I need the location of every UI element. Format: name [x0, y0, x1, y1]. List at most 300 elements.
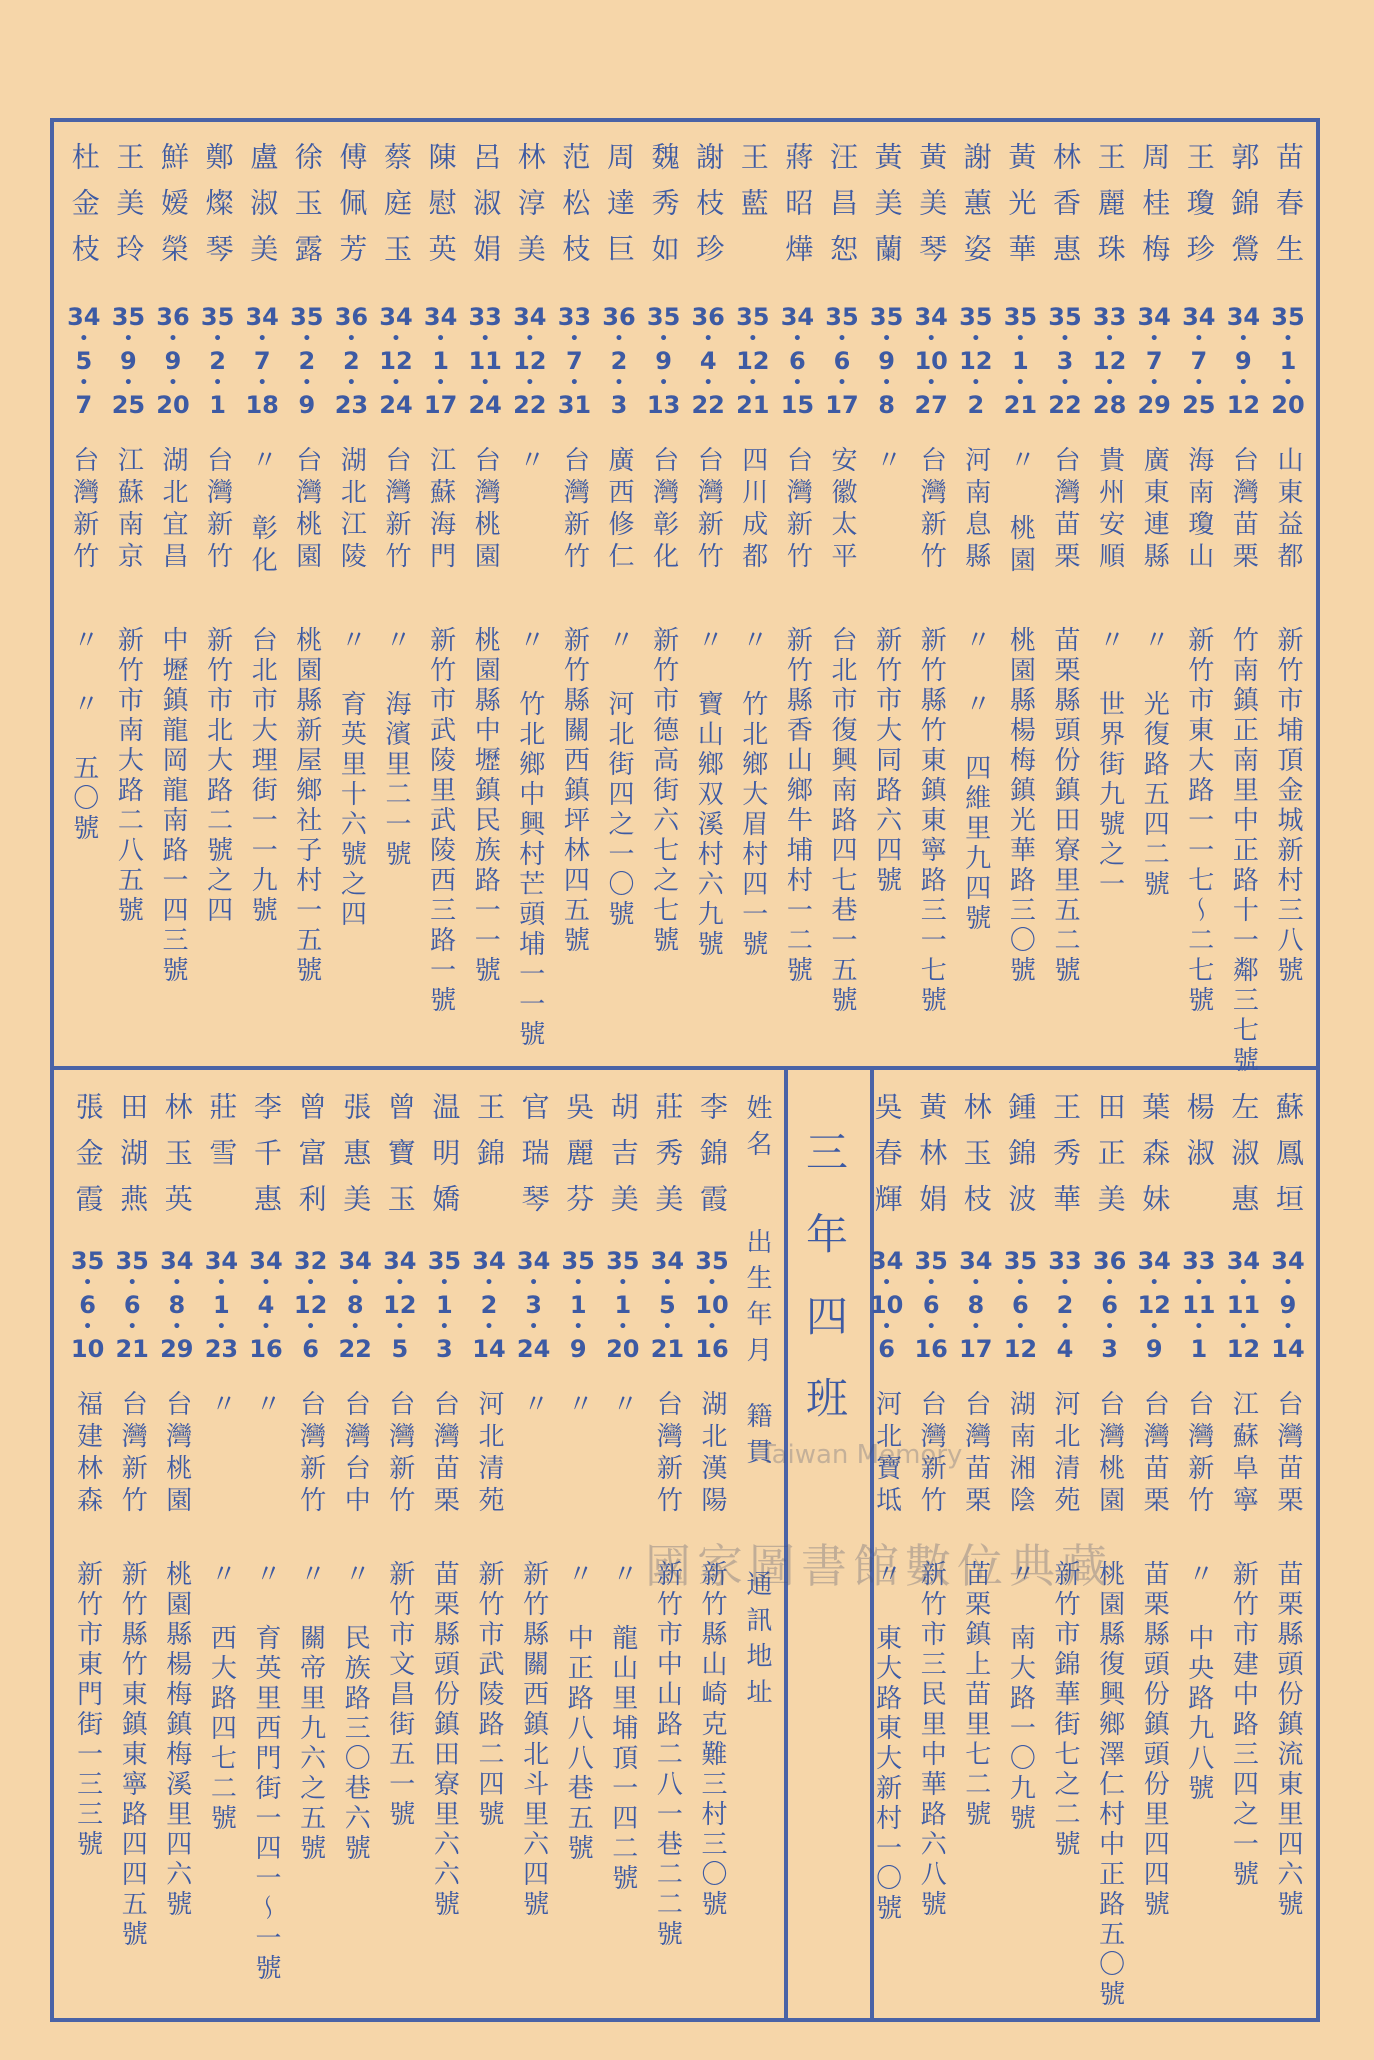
- birth-date-part: 14: [472, 1335, 506, 1363]
- date-separator: •: [618, 1275, 628, 1291]
- birth-date-part: 23: [334, 391, 369, 419]
- student-name: 謝蕙姿: [959, 142, 993, 280]
- date-separator: •: [971, 331, 981, 347]
- date-separator: •: [707, 1319, 717, 1335]
- date-separator: •: [792, 375, 802, 391]
- student-name: 黃林娟: [915, 1092, 949, 1230]
- birth-date-part: 2: [209, 347, 226, 375]
- birth-date: [68, 1244, 108, 1366]
- birth-date-part: 12: [1226, 391, 1261, 419]
- birth-date-part: 12: [383, 1291, 417, 1319]
- birth-date-part: 18: [245, 391, 279, 419]
- birth-date-part: 23: [204, 1335, 239, 1363]
- birth-date-part: 34: [1137, 303, 1171, 331]
- birth-date: [867, 1244, 907, 1366]
- birth-date-part: 20: [1271, 391, 1305, 419]
- birth-date: [246, 1244, 286, 1366]
- mailing-address: 〃 龍山里埔頂一四二號: [607, 1560, 638, 1894]
- student-name: 葉森妹: [1138, 1092, 1172, 1230]
- birth-date: [1268, 1244, 1308, 1366]
- date-separator: •: [1060, 1319, 1070, 1335]
- birth-date-part: 17: [825, 391, 859, 419]
- mailing-address: 〃 育英里西門街一四一～一號: [251, 1560, 281, 1984]
- native-place: 台灣苗栗: [960, 1390, 991, 1518]
- student-name: 莊雪: [205, 1092, 239, 1184]
- birth-date-part: 34: [383, 1247, 417, 1275]
- birth-date: [956, 1244, 996, 1366]
- mailing-address: 苗栗縣頭份鎮流東里四六號: [1273, 1560, 1303, 1920]
- date-separator: •: [1194, 375, 1204, 391]
- birth-date-part: 24: [468, 391, 502, 419]
- birth-date-part: 31: [557, 391, 592, 419]
- birth-date: [1268, 300, 1308, 422]
- birth-date-part: 35: [736, 303, 770, 331]
- date-separator: •: [123, 331, 133, 347]
- birth-date: [1045, 300, 1085, 422]
- student-name: 林玉英: [160, 1092, 194, 1230]
- mailing-address: 〃 〃 四維里九四號: [960, 626, 991, 934]
- student-name: 左淑惠: [1227, 1092, 1261, 1230]
- birth-date-part: 1: [213, 1291, 230, 1319]
- birth-date-part: 34: [513, 303, 547, 331]
- birth-date-part: 5: [391, 1335, 409, 1363]
- mailing-address: 新竹市北大路二號之四: [202, 626, 233, 926]
- date-separator: •: [257, 375, 267, 391]
- student-name: 楊淑: [1182, 1092, 1216, 1184]
- native-place: 〃 彰化: [247, 446, 278, 578]
- birth-date: [1223, 1244, 1263, 1366]
- birth-date-part: 33: [1048, 1247, 1082, 1275]
- student-name: 王瓊珍: [1182, 142, 1216, 280]
- mailing-address: 苗栗縣頭份鎮頭份里四四號: [1139, 1560, 1170, 1920]
- birth-date-part: 7: [566, 347, 583, 375]
- birth-date: [287, 300, 327, 422]
- mailing-address: 台北市復興南路四七巷一五號: [827, 626, 857, 1016]
- birth-date-part: 36: [156, 303, 190, 331]
- native-place: 山東益都: [1273, 446, 1303, 574]
- student-name: 黃美蘭: [870, 142, 904, 280]
- birth-date-part: 16: [249, 1335, 283, 1363]
- birth-date: [242, 300, 282, 422]
- birth-date-part: 36: [691, 303, 725, 331]
- date-separator: •: [573, 1319, 583, 1335]
- student-name: 曾富利: [294, 1092, 328, 1230]
- birth-date-part: 6: [302, 1335, 319, 1363]
- birth-date-part: 29: [1137, 391, 1171, 419]
- mailing-address: 苗栗鎮上苗里七二號: [960, 1560, 991, 1830]
- native-place: 〃: [563, 1390, 594, 1422]
- native-place: 河北寶坻: [871, 1390, 902, 1518]
- date-separator: •: [926, 1319, 936, 1335]
- mailing-address: 新竹市武陵路二四號: [474, 1560, 504, 1830]
- mailing-address: 新竹市南大路二八五號: [113, 626, 144, 926]
- mailing-address: 新竹市錦華街七之二號: [1050, 1560, 1080, 1860]
- birth-date-part: 1: [436, 1291, 453, 1319]
- native-place: 台灣苗栗: [1139, 1390, 1170, 1518]
- mailing-address: 〃 中正路八八巷五號: [563, 1560, 594, 1864]
- birth-date-part: 15: [780, 391, 815, 419]
- native-place: 台灣苗栗: [1228, 446, 1259, 574]
- native-place: 台灣新竹: [117, 1390, 148, 1518]
- date-separator: •: [926, 331, 936, 347]
- date-separator: •: [346, 331, 356, 347]
- student-name: 李錦霞: [696, 1092, 729, 1230]
- birth-date: [822, 300, 862, 422]
- student-name: 盧淑美: [246, 142, 280, 280]
- birth-date-part: 22: [1048, 391, 1082, 419]
- date-separator: •: [439, 1275, 449, 1291]
- date-separator: •: [302, 375, 312, 391]
- birth-date-part: 9: [164, 347, 182, 375]
- native-place: 台灣桃園: [1094, 1390, 1125, 1518]
- native-place: 台灣苗栗: [429, 1390, 460, 1518]
- birth-date-part: 3: [1101, 1335, 1118, 1363]
- birth-date-part: 4: [257, 1291, 275, 1319]
- birth-date-part: 36: [1092, 1247, 1127, 1275]
- date-separator: •: [83, 1319, 93, 1335]
- mailing-address: 桃園縣楊梅鎮光華路三〇號: [1005, 626, 1036, 986]
- mailing-address: 〃 西大路四七二號: [206, 1560, 237, 1834]
- date-separator: •: [748, 375, 758, 391]
- student-name: 王秀華: [1049, 1092, 1082, 1230]
- date-separator: •: [703, 331, 713, 347]
- student-name: 蔣昭燁: [781, 142, 815, 280]
- date-separator: •: [1105, 375, 1115, 391]
- native-place: 台灣新竹: [1183, 1390, 1214, 1518]
- student-name: 陳慰英: [424, 142, 458, 280]
- student-name: 王麗珠: [1093, 142, 1127, 280]
- date-separator: •: [882, 1275, 892, 1291]
- mailing-address: 新竹縣山崎克難三村三〇號: [697, 1560, 727, 1920]
- date-separator: •: [395, 1319, 405, 1335]
- birth-date-part: 1: [432, 347, 449, 375]
- student-name: 吳春輝: [870, 1092, 904, 1230]
- date-separator: •: [971, 375, 981, 391]
- birth-date-part: 21: [650, 1335, 685, 1363]
- birth-date-part: 35: [70, 1247, 105, 1275]
- mailing-address: 新竹縣竹東鎮東寧路三一七號: [916, 626, 947, 1016]
- date-separator: •: [1105, 1275, 1115, 1291]
- date-separator: •: [439, 1319, 449, 1335]
- birth-date-part: 3: [610, 391, 628, 419]
- birth-date: [558, 1244, 598, 1366]
- birth-date: [469, 1244, 509, 1366]
- birth-date: [599, 300, 639, 422]
- birth-date: [733, 300, 773, 422]
- native-place: 〃: [871, 446, 902, 478]
- birth-date-part: 12: [379, 347, 413, 375]
- birth-date: [644, 300, 684, 422]
- date-separator: •: [529, 1319, 539, 1335]
- header-address: 通訊地址: [742, 1570, 772, 1714]
- date-separator: •: [261, 1275, 271, 1291]
- date-separator: •: [83, 1275, 93, 1291]
- birth-date-part: 7: [1145, 347, 1163, 375]
- native-place: 台灣新竹: [693, 446, 724, 574]
- date-separator: •: [1105, 331, 1115, 347]
- birth-date-part: 2: [610, 347, 628, 375]
- birth-date-part: 35: [959, 303, 993, 331]
- student-name: 魏秀如: [647, 142, 681, 280]
- student-name: 田正美: [1093, 1092, 1127, 1230]
- student-name: 范松枝: [558, 142, 592, 280]
- birth-date-part: 2: [480, 1291, 498, 1319]
- student-name: 林玉枝: [959, 1092, 993, 1230]
- native-place: 台灣新竹: [782, 446, 813, 574]
- birth-date-part: 2: [343, 347, 360, 375]
- birth-date: [1045, 1244, 1085, 1366]
- birth-date: [956, 300, 996, 422]
- native-place: 台灣彰化: [648, 446, 679, 574]
- birth-date-part: 33: [557, 303, 592, 331]
- birth-date-part: 12: [513, 347, 547, 375]
- date-separator: •: [1015, 331, 1025, 347]
- date-separator: •: [480, 331, 490, 347]
- birth-date-part: 1: [209, 391, 226, 419]
- birth-date-part: 21: [115, 1335, 149, 1363]
- birth-date-part: 24: [379, 391, 413, 419]
- date-separator: •: [216, 1275, 226, 1291]
- birth-date-part: 34: [423, 303, 458, 331]
- birth-date-part: 10: [914, 347, 948, 375]
- birth-date: [554, 300, 594, 422]
- birth-date: [376, 300, 416, 422]
- birth-date-part: 9: [1279, 1291, 1297, 1319]
- birth-date-part: 34: [245, 303, 279, 331]
- mailing-address: 〃 世界街九號之一: [1094, 626, 1125, 900]
- student-name: 周達巨: [603, 142, 636, 280]
- student-name: 田湖燕: [116, 1092, 150, 1230]
- birth-date-part: 16: [914, 1335, 948, 1363]
- date-separator: •: [213, 375, 223, 391]
- student-name: 王藍: [736, 142, 770, 234]
- birth-date: [198, 300, 238, 422]
- birth-date-part: 6: [123, 1291, 141, 1319]
- student-name: 苗春生: [1272, 142, 1305, 280]
- native-place: 台灣新竹: [381, 446, 411, 574]
- birth-date-part: 34: [516, 1247, 551, 1275]
- date-separator: •: [1238, 1275, 1248, 1291]
- mailing-address: 〃 竹北鄉大眉村四一號: [737, 626, 768, 960]
- mailing-address: 新竹市埔頂金城新村三八號: [1273, 626, 1303, 986]
- birth-date-part: 8: [967, 1291, 985, 1319]
- birth-date-part: 35: [606, 1247, 640, 1275]
- birth-date-part: 34: [338, 1247, 372, 1275]
- date-separator: •: [926, 375, 936, 391]
- birth-date-part: 8: [168, 1291, 186, 1319]
- date-separator: •: [395, 1275, 405, 1291]
- birth-date-part: 7: [253, 347, 271, 375]
- birth-date-part: 20: [606, 1335, 640, 1363]
- native-place: 台灣桃園: [291, 446, 322, 574]
- date-separator: •: [882, 331, 892, 347]
- birth-date-part: 20: [156, 391, 190, 419]
- birth-date-part: 6: [1101, 1291, 1118, 1319]
- birth-date-part: 11: [1182, 1291, 1216, 1319]
- date-separator: •: [882, 375, 892, 391]
- birth-date-part: 3: [1056, 347, 1074, 375]
- birth-date: [64, 300, 104, 422]
- birth-date-part: 35: [1271, 303, 1305, 331]
- mailing-address: 新竹市中山路二八一巷二二號: [652, 1560, 683, 1950]
- date-separator: •: [1105, 1319, 1115, 1335]
- birth-date-part: 34: [1137, 1247, 1171, 1275]
- date-separator: •: [350, 1319, 360, 1335]
- birth-date-part: 34: [1271, 1247, 1305, 1275]
- date-separator: •: [1238, 375, 1248, 391]
- mailing-address: 〃 竹北鄉中興村芒頭埔一一號: [514, 626, 545, 1050]
- birth-date-part: 36: [334, 303, 369, 331]
- birth-date: [1134, 1244, 1174, 1366]
- date-separator: •: [1194, 331, 1204, 347]
- birth-date-part: 4: [1056, 1335, 1074, 1363]
- birth-date-part: 9: [655, 347, 672, 375]
- mailing-address: 苗栗縣頭份鎮田寮里五二號: [1050, 626, 1080, 986]
- birth-date: [510, 300, 550, 422]
- native-place: 台灣新竹: [559, 446, 590, 574]
- birth-date-part: 1: [569, 1291, 587, 1319]
- birth-date: [424, 1244, 464, 1366]
- date-separator: •: [1060, 331, 1070, 347]
- native-place: 河南息縣: [960, 446, 991, 574]
- birth-date: [514, 1244, 554, 1366]
- native-place: 台灣苗栗: [1273, 1390, 1303, 1518]
- date-separator: •: [573, 1275, 583, 1291]
- date-separator: •: [748, 331, 758, 347]
- birth-date-part: 5: [75, 347, 93, 375]
- birth-date: [335, 1244, 375, 1366]
- birth-date-part: 10: [70, 1335, 105, 1363]
- birth-date-part: 34: [650, 1247, 685, 1275]
- student-name: 鄭燦琴: [201, 142, 235, 280]
- date-separator: •: [168, 375, 178, 391]
- watermark: 國家圖書館數位典藏: [645, 1539, 1113, 1593]
- date-separator: •: [1194, 1319, 1204, 1335]
- birth-date-part: 8: [346, 1291, 364, 1319]
- date-separator: •: [662, 1319, 672, 1335]
- native-place: 台灣新竹: [384, 1390, 415, 1518]
- birth-date-part: 34: [914, 303, 948, 331]
- birth-date-part: 22: [513, 391, 547, 419]
- birth-date-part: 35: [200, 303, 235, 331]
- birth-date-part: 9: [120, 347, 137, 375]
- student-name: 謝枝珍: [692, 142, 726, 280]
- birth-date-part: 11: [468, 347, 502, 375]
- birth-date-part: 1: [1190, 1335, 1208, 1363]
- birth-date: [380, 1244, 420, 1366]
- birth-date-part: 12: [1003, 1335, 1038, 1363]
- date-separator: •: [618, 1319, 628, 1335]
- birth-date-part: 10: [869, 1291, 904, 1319]
- birth-date: [1179, 1244, 1219, 1366]
- date-separator: •: [436, 375, 446, 391]
- birth-date-part: 11: [1226, 1291, 1261, 1319]
- birth-date-part: 1: [1012, 347, 1029, 375]
- native-place: 海南瓊山: [1183, 446, 1214, 574]
- birth-date-part: 34: [959, 1247, 993, 1275]
- date-separator: •: [792, 331, 802, 347]
- native-place: 台灣桃園: [161, 1390, 192, 1518]
- date-separator: •: [1060, 1275, 1070, 1291]
- mailing-address: 新竹市東門街一三三號: [72, 1560, 103, 1860]
- native-place: 湖北江陵: [336, 446, 367, 574]
- birth-date-part: 9: [878, 347, 895, 375]
- date-separator: •: [529, 1275, 539, 1291]
- birth-date-part: 12: [736, 347, 770, 375]
- date-separator: •: [569, 331, 579, 347]
- date-separator: •: [123, 375, 133, 391]
- birth-date-part: 4: [699, 347, 717, 375]
- date-separator: •: [1283, 375, 1293, 391]
- date-separator: •: [1238, 331, 1248, 347]
- mailing-address: 〃 中央路九八號: [1183, 1560, 1214, 1804]
- mailing-address: 〃 育英里十六號之四: [336, 626, 367, 930]
- student-name: 胡吉美: [606, 1092, 640, 1230]
- birth-date-part: 35: [1003, 303, 1038, 331]
- birth-date-part: 12: [293, 1291, 328, 1319]
- header-name: 姓名: [742, 1094, 772, 1166]
- mailing-address: 新竹市武陵里武陵西三路一號: [425, 626, 456, 1016]
- birth-date-part: 25: [111, 391, 146, 419]
- student-name: 黃光華: [1004, 142, 1038, 280]
- student-name: 鍾錦波: [1004, 1092, 1038, 1230]
- date-separator: •: [1060, 375, 1070, 391]
- date-separator: •: [261, 1319, 271, 1335]
- student-name: 李千惠: [250, 1092, 283, 1230]
- date-separator: •: [1015, 375, 1025, 391]
- birth-date-part: 28: [1092, 391, 1127, 419]
- watermark-english: Taiwan Memory: [760, 1440, 963, 1470]
- birth-date: [1134, 300, 1174, 422]
- native-place: 福建林森: [72, 1390, 103, 1518]
- birth-date-part: 22: [691, 391, 725, 419]
- date-separator: •: [703, 375, 713, 391]
- birth-date-part: 14: [1271, 1335, 1305, 1363]
- birth-date-part: 6: [922, 1291, 940, 1319]
- birth-date-part: 33: [468, 303, 502, 331]
- mailing-address: 新竹市德高街六七之七號: [648, 626, 679, 956]
- birth-date-part: 1: [614, 1291, 632, 1319]
- birth-date-part: 17: [423, 391, 458, 419]
- date-separator: •: [484, 1319, 494, 1335]
- birth-date-part: 3: [436, 1335, 453, 1363]
- date-separator: •: [659, 331, 669, 347]
- native-place: 〃: [607, 1390, 638, 1422]
- birth-date-part: 35: [290, 303, 324, 331]
- birth-date-part: 35: [1048, 303, 1082, 331]
- date-separator: •: [127, 1275, 137, 1291]
- birth-date-part: 12: [1226, 1335, 1261, 1363]
- birth-date-part: 12: [1137, 1291, 1171, 1319]
- birth-date-part: 6: [1012, 1291, 1029, 1319]
- birth-date: [911, 300, 951, 422]
- birth-date-part: 35: [914, 1247, 948, 1275]
- date-separator: •: [837, 331, 847, 347]
- mailing-address: 〃 光復路五四二號: [1139, 626, 1170, 900]
- date-separator: •: [971, 1275, 981, 1291]
- date-separator: •: [216, 1319, 226, 1335]
- mailing-address: 新竹市文昌街五一號: [384, 1560, 415, 1830]
- birth-date: [421, 300, 461, 422]
- mailing-address: 〃 寶山鄉双溪村六九號: [693, 626, 724, 960]
- birth-date: [777, 300, 817, 422]
- birth-date: [647, 1244, 687, 1366]
- birth-date-part: 2: [967, 391, 985, 419]
- date-separator: •: [1015, 1319, 1025, 1335]
- mailing-address: 桃園縣中壢鎮民族路一一號: [470, 626, 501, 986]
- birth-date-part: 35: [646, 303, 681, 331]
- birth-date-part: 35: [561, 1247, 595, 1275]
